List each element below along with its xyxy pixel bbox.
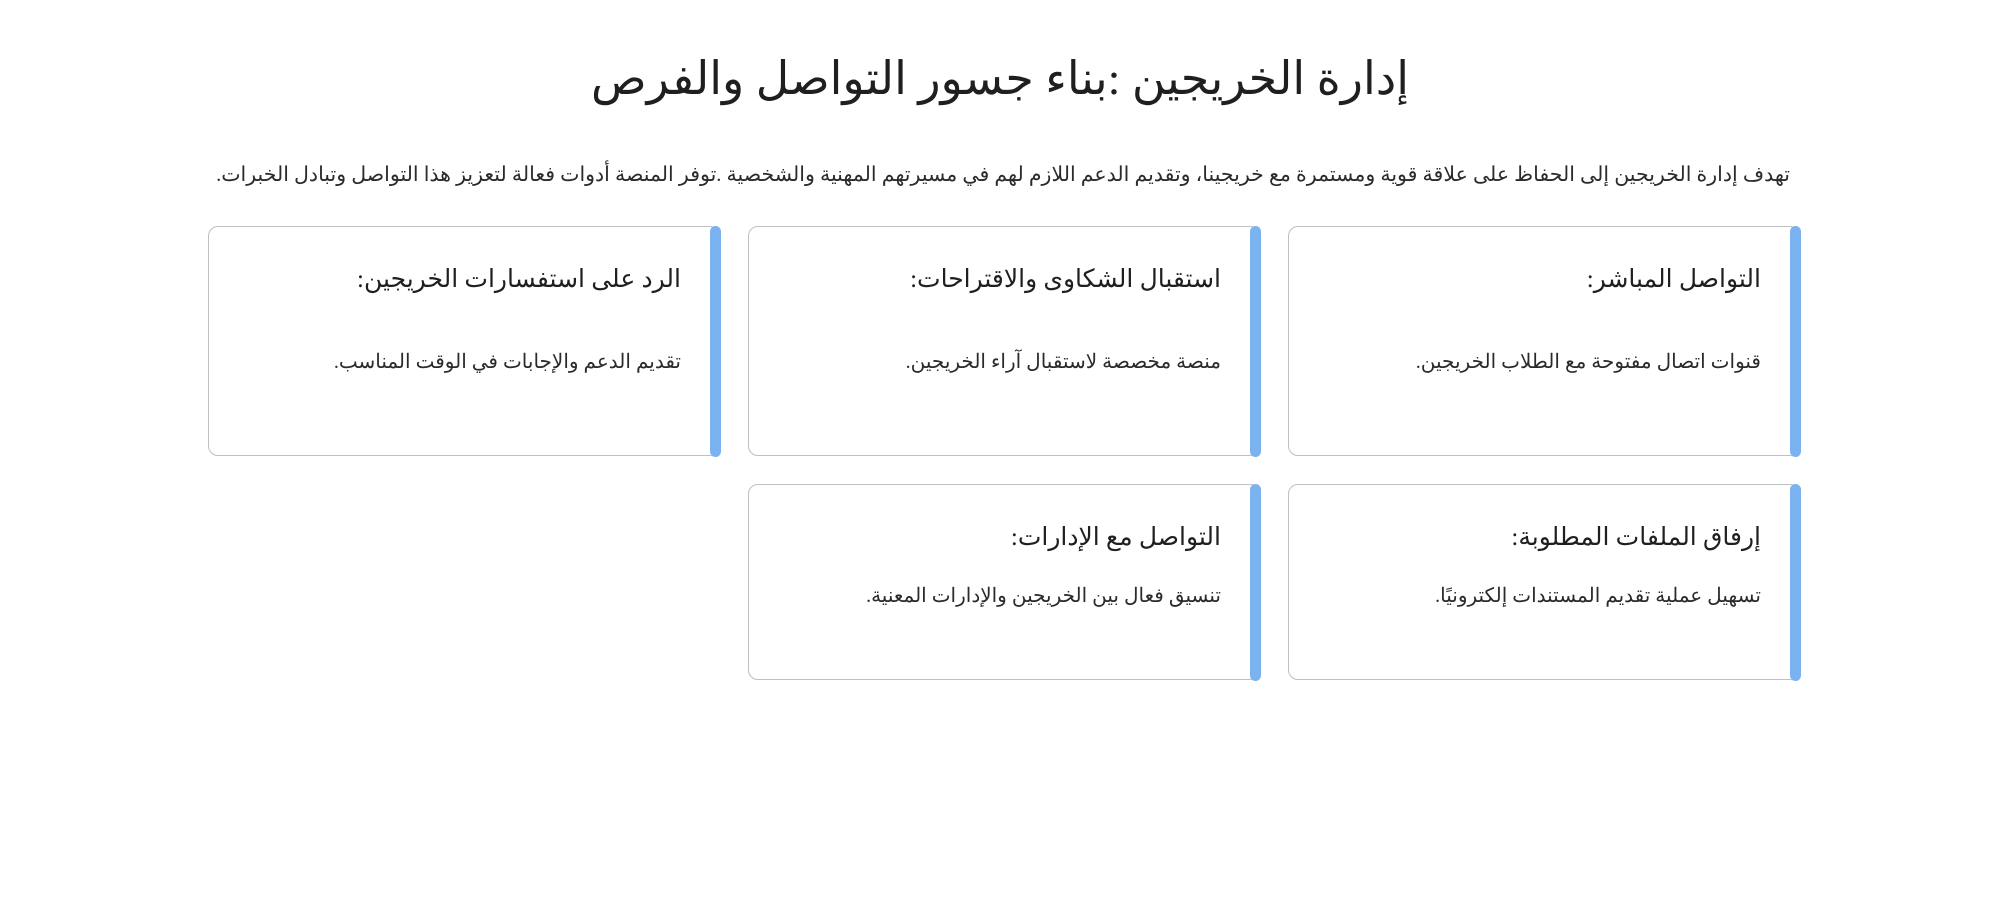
feature-card — [1288, 226, 1800, 456]
feature-card — [1288, 484, 1800, 680]
card-row-2 — [200, 484, 1800, 680]
card-text: قنوات اتصال مفتوحة مع الطلاب الخريجين. — [1415, 350, 1761, 373]
card-row-1 — [200, 226, 1800, 456]
card-title: الرد على استفسارات الخريجين: — [357, 266, 681, 294]
card-accent-bar — [1250, 226, 1261, 457]
feature-card — [208, 226, 720, 456]
card-title: إرفاق الملفات المطلوبة: — [1511, 524, 1761, 552]
page-title: إدارة الخريجين :بناء جسور التواصل والفرص — [590, 53, 1410, 104]
feature-card — [748, 484, 1260, 680]
intro-paragraph: تهدف إدارة الخريجين إلى الحفاظ على علاقة قوية ومستمرة مع خريجينا، وتقديم الدعم اللازم لهم في مسيرتهم المهنية والشخصية .توفر المنصة أدوات فعالة لتعزيز هذا التواصل وتبادل الخبرات. — [216, 164, 1790, 187]
card-accent-bar — [710, 226, 721, 457]
card-text: تسهيل عملية تقديم المستندات إلكترونيًا. — [1435, 584, 1761, 607]
card-title: استقبال الشكاوى والاقتراحات: — [910, 266, 1221, 294]
card-text: تقديم الدعم والإجابات في الوقت المناسب. — [333, 350, 681, 373]
feature-card — [748, 226, 1260, 456]
card-title: التواصل المباشر: — [1586, 266, 1761, 294]
card-title: التواصل مع الإدارات: — [1010, 524, 1221, 552]
card-accent-bar — [1790, 484, 1801, 681]
card-text: منصة مخصصة لاستقبال آراء الخريجين. — [905, 350, 1221, 373]
card-accent-bar — [1250, 484, 1261, 681]
card-accent-bar — [1790, 226, 1801, 457]
cards-container — [200, 226, 1800, 680]
card-text: تنسيق فعال بين الخريجين والإدارات المعنية. — [866, 584, 1221, 607]
